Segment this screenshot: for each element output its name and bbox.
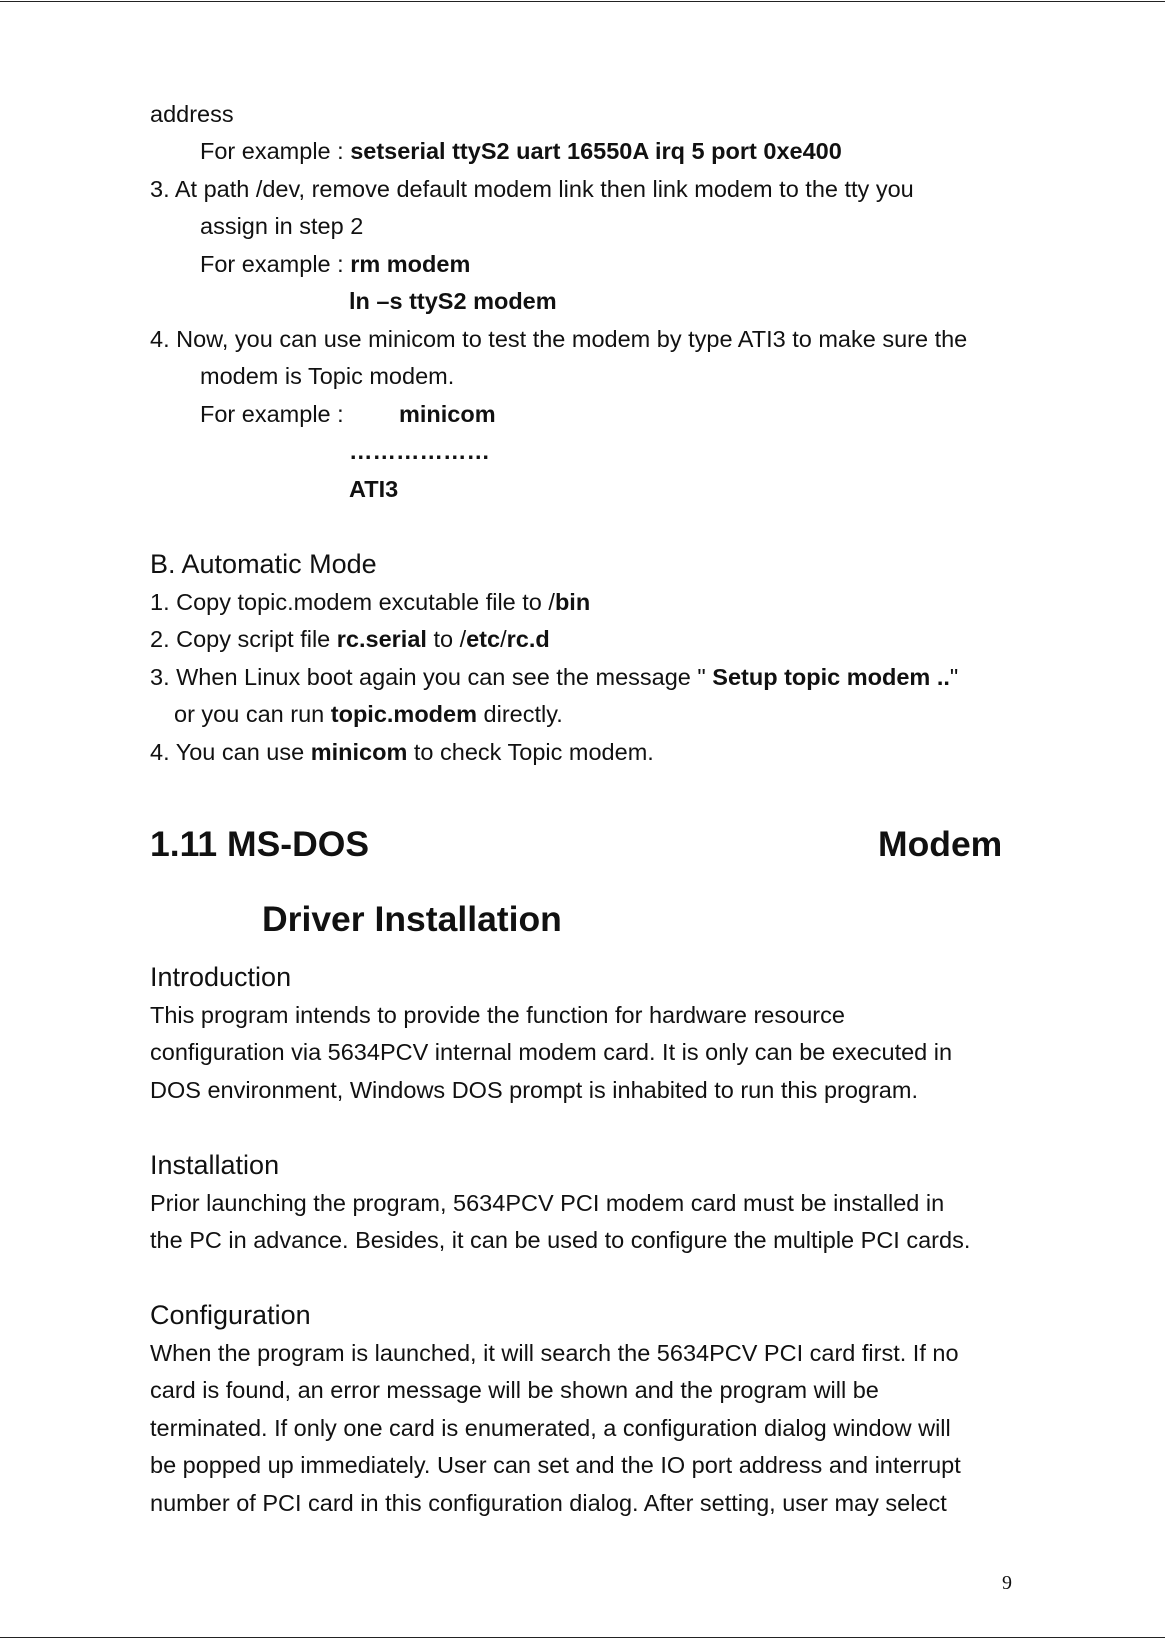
intro-line: This program intends to provide the function for hardware resource (150, 1002, 845, 1028)
page-number: 9 (1002, 1572, 1012, 1594)
section-title-left: 1.11 MS-DOS (150, 824, 369, 864)
auto-step3-cont (174, 700, 563, 728)
path-separator: / (500, 626, 507, 652)
example-setserial (200, 137, 842, 165)
intro-line: configuration via 5634PCV internal modem card. It is only can be executed in (150, 1039, 953, 1065)
top-rule (0, 1, 1165, 2)
example-label: For example : (200, 138, 351, 164)
command-ln: ln –s ttyS2 modem (349, 288, 557, 314)
auto-step4 (150, 738, 654, 766)
config-line: When the program is launched, it will search the 5634PCV PCI card first. If no (150, 1340, 959, 1366)
program-topic-modem: topic.modem (330, 701, 477, 727)
address-word: address (150, 101, 234, 127)
program-minicom: minicom (310, 739, 408, 765)
config-line: be popped up immediately. User can set and the IO port address and interrupt (150, 1452, 961, 1478)
step3-line1: 3. At path /dev, remove default modem link then link modem to the tty you (150, 176, 914, 202)
auto-step2-mid: to / (426, 626, 467, 652)
auto-step3-cont-end: directly. (477, 701, 563, 727)
config-line: terminated. If only one card is enumerated, a configuration dialog window will (150, 1415, 951, 1441)
bottom-rule (0, 1637, 1165, 1638)
path-rc-d: rc.d (506, 626, 550, 652)
example-minicom-label: For example : (200, 401, 344, 427)
auto-step2-text: 2. Copy script file (150, 626, 337, 652)
auto-step4-end: to check Topic modem. (407, 739, 654, 765)
command-setserial: setserial ttyS2 uart 16550A irq 5 port 0xe400 (350, 138, 842, 164)
command-rm-modem: rm modem (350, 251, 471, 277)
example-rm (200, 250, 470, 278)
example-label: For example : (200, 251, 351, 277)
automatic-mode-heading: B. Automatic Mode (150, 549, 377, 579)
config-line: number of PCI card in this configuration dialog. After setting, user may select (150, 1490, 947, 1516)
auto-step3-cont-text: or you can run (174, 701, 331, 727)
install-line: the PC in advance. Besides, it can be used to configure the multiple PCI cards. (150, 1227, 971, 1253)
path-etc: etc (466, 626, 501, 652)
command-ati3: ATI3 (349, 476, 399, 502)
auto-step1-text: 1. Copy topic.modem excutable file to / (150, 589, 555, 615)
closing-quote: " (949, 664, 959, 690)
auto-step4-text: 4. You can use (150, 739, 311, 765)
setup-message: Setup topic modem .. (712, 664, 950, 690)
section-title-line2: Driver Installation (262, 899, 562, 939)
step4-line1: 4. Now, you can use minicom to test the modem by type ATI3 to make sure the (150, 326, 968, 352)
configuration-heading: Configuration (150, 1300, 311, 1330)
path-bin: bin (554, 589, 591, 615)
ellipsis-dots: ……………… (349, 438, 490, 464)
file-rc-serial: rc.serial (336, 626, 427, 652)
auto-step3 (150, 663, 958, 691)
auto-step3-text: 3. When Linux boot again you can see the message " (150, 664, 713, 690)
config-line: card is found, an error message will be shown and the program will be (150, 1377, 879, 1403)
section-title-right: Modem (878, 824, 1003, 864)
intro-line: DOS environment, Windows DOS prompt is inhabited to run this program. (150, 1077, 918, 1103)
auto-step2 (150, 625, 550, 653)
command-minicom: minicom (399, 401, 496, 427)
installation-heading: Installation (150, 1150, 280, 1180)
step4-line2: modem is Topic modem. (200, 363, 455, 389)
step3-line2: assign in step 2 (200, 213, 364, 239)
introduction-heading: Introduction (150, 962, 292, 992)
auto-step1 (150, 588, 590, 616)
install-line: Prior launching the program, 5634PCV PCI modem card must be installed in (150, 1190, 945, 1216)
